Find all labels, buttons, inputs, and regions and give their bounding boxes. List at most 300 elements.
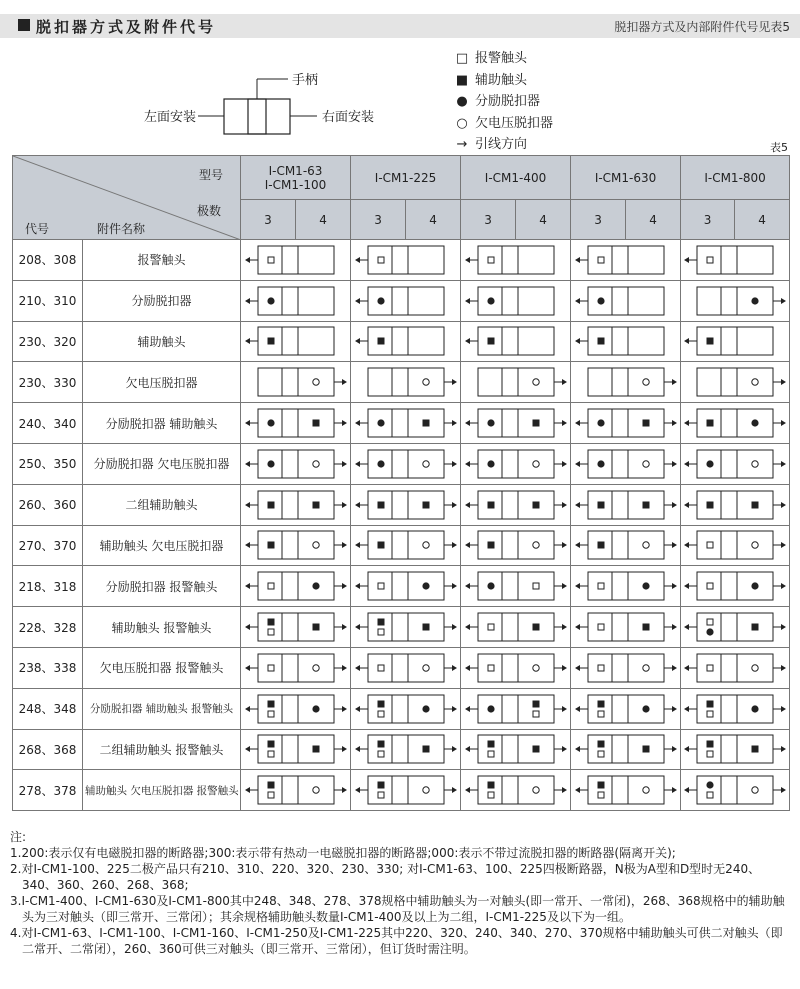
symbol-cell — [681, 280, 790, 321]
accessory-code: 228、328 — [13, 607, 83, 648]
shunt-release-icon — [487, 583, 494, 590]
accessory-symbol — [242, 610, 350, 644]
note-item: 4.对I-CM1-63、I-CM1-100、I-CM1-160、I-CM1-250及I-CM1-225其中220、320、240、340、270、370规格中辅助触头可供二对触头（即二常开、二常闭），260、360可供三对触头（即三常开、三常闭），但订货时需注明。 — [10, 926, 783, 956]
auxiliary-contact-icon — [267, 700, 274, 707]
alarm-contact-icon — [707, 711, 713, 717]
table-row — [13, 729, 790, 770]
accessory-code: 208、308 — [13, 240, 83, 281]
symbol-legend — [455, 48, 553, 156]
alarm-contact-icon — [598, 711, 604, 717]
symbol-cell — [681, 403, 790, 444]
alarm-contact-icon — [268, 583, 274, 589]
alarm-contact-icon — [268, 792, 274, 798]
symbol-cell — [461, 484, 571, 525]
open-square-icon: □ — [455, 51, 469, 66]
auxiliary-contact-icon — [532, 746, 539, 753]
symbol-cell — [241, 484, 351, 525]
auxiliary-contact-icon — [642, 746, 649, 753]
symbol-cell — [571, 403, 681, 444]
accessory-code: 268、368 — [13, 729, 83, 770]
symbol-cell — [571, 443, 681, 484]
legend-item — [455, 70, 553, 92]
auxiliary-contact-icon — [312, 420, 319, 427]
accessory-symbol — [681, 732, 789, 766]
accessory-symbol — [681, 447, 789, 481]
alarm-contact-icon — [488, 792, 494, 798]
auxiliary-contact-icon — [422, 624, 429, 631]
shunt-release-icon — [422, 583, 429, 590]
shunt-release-icon — [751, 705, 758, 712]
accessory-symbol — [352, 569, 460, 603]
symbol-cell — [241, 525, 351, 566]
symbol-cell — [351, 525, 461, 566]
shunt-release-icon — [597, 419, 604, 426]
accessory-code: 230、330 — [13, 362, 83, 403]
accessory-symbol — [462, 447, 570, 481]
undervoltage-release-icon — [752, 542, 758, 548]
accessory-name: 辅助触头 — [83, 321, 241, 362]
accessory-symbol — [242, 284, 350, 318]
accessory-symbol — [572, 692, 680, 726]
accessory-symbol — [352, 692, 460, 726]
undervoltage-release-icon — [642, 787, 648, 793]
breaker-handle — [248, 99, 266, 134]
alarm-contact-icon — [707, 751, 713, 757]
model-header: 型号 — [199, 168, 224, 182]
accessory-symbol — [242, 692, 350, 726]
pole-count-cell: 4 — [735, 200, 790, 240]
table-row — [13, 566, 790, 607]
undervoltage-release-icon — [312, 379, 318, 385]
legend-label: 辅助触头 — [475, 72, 528, 88]
accessory-code: 248、348 — [13, 688, 83, 729]
undervoltage-release-icon — [642, 461, 648, 467]
accessory-name: 分励脱扣器 辅助触头 报警触头 — [83, 688, 241, 729]
accessory-symbol — [572, 732, 680, 766]
symbol-cell — [351, 607, 461, 648]
accessory-code: 270、370 — [13, 525, 83, 566]
accessory-name: 辅助触头 欠电压脱扣器 — [83, 525, 241, 566]
accessory-symbol — [681, 692, 789, 726]
table-row — [13, 484, 790, 525]
accessory-symbol — [462, 284, 570, 318]
left-mount-label: 左面安装 — [143, 110, 196, 125]
legend-label: 报警触头 — [475, 51, 528, 66]
undervoltage-release-icon — [422, 379, 428, 385]
note-item: 1.200:表示仅有电磁脱扣器的断路器;300:表示带有热动一电磁脱扣器的断路器;000:表示不带过流脱扣器的断路器(隔离开关); — [10, 846, 676, 860]
auxiliary-contact-icon — [377, 700, 384, 707]
code-header: 代号 — [25, 222, 50, 236]
accessory-symbol — [681, 610, 789, 644]
accessory-symbol — [462, 732, 570, 766]
accessory-symbol — [352, 610, 460, 644]
legend-label: 分励脱扣器 — [475, 94, 541, 109]
accessory-symbol — [681, 365, 789, 399]
accessory-name: 分励脱扣器 辅助触头 — [83, 403, 241, 444]
auxiliary-contact-icon — [642, 624, 649, 631]
model-col-3: I-CM1-630 — [571, 156, 681, 200]
table-row — [13, 403, 790, 444]
poles-header: 极数 — [197, 204, 222, 218]
accessory-name: 二组辅助触头 — [83, 484, 241, 525]
accessory-symbol — [681, 773, 789, 807]
accessory-symbol — [462, 365, 570, 399]
symbol-cell — [351, 403, 461, 444]
table-row — [13, 321, 790, 362]
accessory-symbol — [242, 651, 350, 685]
accessory-name: 分励脱扣器 — [83, 280, 241, 321]
symbol-cell — [681, 321, 790, 362]
symbol-cell — [681, 525, 790, 566]
table-number: 表5 — [770, 141, 788, 154]
accessory-code: 230、320 — [13, 321, 83, 362]
symbol-cell — [571, 607, 681, 648]
auxiliary-contact-icon — [597, 700, 604, 707]
accessory-symbol — [352, 365, 460, 399]
accessory-symbol — [242, 447, 350, 481]
undervoltage-release-icon — [642, 379, 648, 385]
table-row — [13, 443, 790, 484]
symbol-cell — [241, 607, 351, 648]
auxiliary-contact-icon — [707, 501, 714, 508]
symbol-cell — [461, 403, 571, 444]
auxiliary-contact-icon — [377, 782, 384, 789]
accessory-name: 辅助触头 欠电压脱扣器 报警触头 — [83, 770, 241, 811]
symbol-cell — [681, 362, 790, 403]
alarm-contact-icon — [378, 711, 384, 717]
pole-count-cell: 3 — [351, 200, 406, 240]
symbol-cell — [461, 566, 571, 607]
alarm-contact-icon — [268, 629, 274, 635]
model-col-2: I-CM1-400 — [461, 156, 571, 200]
shunt-release-icon — [597, 297, 604, 304]
auxiliary-contact-icon — [312, 501, 319, 508]
symbol-cell — [571, 647, 681, 688]
symbol-cell — [241, 729, 351, 770]
accessory-symbol — [462, 528, 570, 562]
shunt-release-icon — [706, 628, 713, 635]
auxiliary-contact-icon — [267, 619, 274, 626]
accessory-symbol — [681, 284, 789, 318]
accessory-symbol — [572, 569, 680, 603]
auxiliary-contact-icon — [377, 741, 384, 748]
symbol-cell — [461, 729, 571, 770]
accessory-code: 210、310 — [13, 280, 83, 321]
symbol-cell — [351, 280, 461, 321]
accessory-symbol — [572, 324, 680, 358]
shunt-release-icon — [267, 297, 274, 304]
shunt-release-icon — [642, 705, 649, 712]
accessory-symbol — [242, 488, 350, 522]
symbol-cell — [571, 484, 681, 525]
symbol-cell — [461, 443, 571, 484]
symbol-cell — [241, 240, 351, 281]
legend-item — [455, 134, 553, 156]
accessory-symbol — [572, 447, 680, 481]
alarm-contact-icon — [268, 257, 274, 263]
pole-count-cell: 4 — [626, 200, 681, 240]
alarm-contact-icon — [268, 751, 274, 757]
alarm-contact-icon — [378, 583, 384, 589]
shunt-release-icon — [267, 419, 274, 426]
undervoltage-release-icon — [532, 379, 538, 385]
undervoltage-release-icon — [422, 542, 428, 548]
pole-count-cell: 3 — [461, 200, 516, 240]
accessory-name: 欠电压脱扣器 — [83, 362, 241, 403]
shunt-release-icon — [706, 460, 713, 467]
accessory-symbol — [242, 732, 350, 766]
shunt-release-icon — [487, 419, 494, 426]
accessory-symbol — [572, 651, 680, 685]
auxiliary-contact-icon — [752, 501, 759, 508]
alarm-contact-icon — [707, 665, 713, 671]
model-col-1: I-CM1-225 — [351, 156, 461, 200]
alarm-contact-icon — [378, 629, 384, 635]
pole-count-cell: 4 — [296, 200, 351, 240]
symbol-cell — [681, 770, 790, 811]
accessory-code-table — [12, 155, 790, 811]
accessory-symbol — [681, 528, 789, 562]
auxiliary-contact-icon — [707, 338, 714, 345]
symbol-cell — [571, 280, 681, 321]
accessory-code: 250、350 — [13, 443, 83, 484]
shunt-release-icon — [377, 297, 384, 304]
notes-section — [10, 829, 790, 957]
auxiliary-contact-icon — [422, 746, 429, 753]
auxiliary-contact-icon — [487, 338, 494, 345]
filled-circle-icon: ● — [456, 94, 468, 109]
auxiliary-contact-icon — [532, 501, 539, 508]
auxiliary-contact-icon — [597, 782, 604, 789]
symbol-cell — [351, 321, 461, 362]
symbol-cell — [461, 770, 571, 811]
legend-label: 欠电压脱扣器 — [475, 115, 554, 131]
symbol-cell — [351, 443, 461, 484]
symbol-cell — [241, 770, 351, 811]
header-note: 脱扣器方式及内部附件代号见表5 — [614, 20, 790, 34]
symbol-cell — [681, 443, 790, 484]
auxiliary-contact-icon — [377, 619, 384, 626]
symbol-cell — [571, 321, 681, 362]
filled-square-icon: ■ — [455, 72, 469, 88]
accessory-symbol — [462, 243, 570, 277]
shunt-release-icon — [751, 583, 758, 590]
pole-count-cell: 3 — [681, 200, 735, 240]
auxiliary-contact-icon — [487, 782, 494, 789]
symbol-cell — [241, 280, 351, 321]
accessory-symbol — [352, 284, 460, 318]
shunt-release-icon — [706, 782, 713, 789]
auxiliary-contact-icon — [267, 501, 274, 508]
alarm-contact-icon — [488, 624, 494, 630]
auxiliary-contact-icon — [267, 338, 274, 345]
alarm-contact-icon — [598, 665, 604, 671]
table-row — [13, 607, 790, 648]
alarm-contact-icon — [598, 257, 604, 263]
symbol-cell — [241, 403, 351, 444]
accessory-symbol — [572, 488, 680, 522]
undervoltage-release-icon — [642, 542, 648, 548]
table-row — [13, 280, 790, 321]
pole-count-cell: 4 — [516, 200, 571, 240]
auxiliary-contact-icon — [487, 741, 494, 748]
symbol-cell — [351, 566, 461, 607]
undervoltage-release-icon — [312, 787, 318, 793]
model-col-0: I-CM1-63 I-CM1-100 — [241, 156, 351, 200]
accessory-symbol — [572, 610, 680, 644]
accessory-symbol — [681, 243, 789, 277]
auxiliary-contact-icon — [597, 741, 604, 748]
table-corner-header — [13, 156, 241, 240]
auxiliary-contact-icon — [377, 501, 384, 508]
right-mount-label: 右面安装 — [322, 110, 375, 125]
auxiliary-contact-icon — [532, 700, 539, 707]
alarm-contact-icon — [598, 792, 604, 798]
mounting-diagram — [0, 50, 800, 165]
accessory-symbol — [352, 528, 460, 562]
auxiliary-contact-icon — [487, 501, 494, 508]
accessory-symbol — [681, 569, 789, 603]
alarm-contact-icon — [598, 624, 604, 630]
auxiliary-contact-icon — [422, 501, 429, 508]
accessory-symbol — [352, 324, 460, 358]
auxiliary-contact-icon — [707, 420, 714, 427]
auxiliary-contact-icon — [642, 501, 649, 508]
accessory-symbol — [242, 773, 350, 807]
breaker-outline — [224, 99, 290, 134]
shunt-release-icon — [267, 460, 274, 467]
undervoltage-release-icon — [532, 665, 538, 671]
shunt-release-icon — [377, 460, 384, 467]
symbol-cell — [571, 525, 681, 566]
accessory-symbol — [352, 406, 460, 440]
pole-count-cell: 3 — [241, 200, 296, 240]
alarm-contact-icon — [268, 665, 274, 671]
alarm-contact-icon — [598, 583, 604, 589]
symbol-cell — [681, 240, 790, 281]
symbol-cell — [241, 443, 351, 484]
shunt-release-icon — [487, 297, 494, 304]
symbol-cell — [681, 484, 790, 525]
symbol-cell — [461, 607, 571, 648]
accessory-symbol — [352, 488, 460, 522]
name-header: 附件名称 — [97, 222, 146, 236]
section-title: 脱扣器方式及附件代号 — [36, 18, 217, 36]
symbol-cell — [571, 688, 681, 729]
accessory-symbol — [462, 651, 570, 685]
alarm-contact-icon — [707, 257, 713, 263]
accessory-symbol — [681, 651, 789, 685]
auxiliary-contact-icon — [422, 420, 429, 427]
table-row — [13, 525, 790, 566]
undervoltage-release-icon — [312, 542, 318, 548]
symbol-cell — [461, 688, 571, 729]
auxiliary-contact-icon — [312, 624, 319, 631]
alarm-contact-icon — [598, 751, 604, 757]
shunt-release-icon — [422, 705, 429, 712]
accessory-symbol — [572, 773, 680, 807]
auxiliary-contact-icon — [377, 542, 384, 549]
open-circle-icon: ○ — [456, 115, 468, 131]
alarm-contact-icon — [378, 751, 384, 757]
undervoltage-release-icon — [752, 379, 758, 385]
accessory-symbol — [242, 528, 350, 562]
accessory-symbol — [572, 528, 680, 562]
accessory-name: 辅助触头 报警触头 — [83, 607, 241, 648]
symbol-cell — [241, 362, 351, 403]
accessory-symbol — [462, 324, 570, 358]
symbol-cell — [681, 729, 790, 770]
legend-item — [455, 91, 553, 113]
accessory-symbol — [462, 692, 570, 726]
table-row — [13, 647, 790, 688]
auxiliary-contact-icon — [642, 420, 649, 427]
auxiliary-contact-icon — [267, 741, 274, 748]
pole-count-cell: 3 — [571, 200, 626, 240]
auxiliary-contact-icon — [312, 746, 319, 753]
symbol-cell — [681, 566, 790, 607]
accessory-symbol — [681, 406, 789, 440]
accessory-symbol — [352, 651, 460, 685]
shunt-release-icon — [487, 705, 494, 712]
undervoltage-release-icon — [532, 542, 538, 548]
notes-heading: 注: — [10, 830, 27, 844]
alarm-contact-icon — [707, 542, 713, 548]
alarm-contact-icon — [533, 583, 539, 589]
accessory-symbol — [352, 773, 460, 807]
undervoltage-release-icon — [312, 461, 318, 467]
symbol-cell — [571, 729, 681, 770]
table-row — [13, 240, 790, 281]
symbol-cell — [571, 362, 681, 403]
accessory-symbol — [462, 773, 570, 807]
accessory-symbol — [242, 406, 350, 440]
auxiliary-contact-icon — [377, 338, 384, 345]
undervoltage-release-icon — [422, 665, 428, 671]
accessory-symbol — [462, 610, 570, 644]
symbol-cell — [571, 566, 681, 607]
alarm-contact-icon — [378, 665, 384, 671]
accessory-code: 240、340 — [13, 403, 83, 444]
accessory-name: 报警触头 — [83, 240, 241, 281]
alarm-contact-icon — [378, 257, 384, 263]
symbol-cell — [681, 647, 790, 688]
accessory-symbol — [572, 284, 680, 318]
accessory-symbol — [462, 488, 570, 522]
shunt-release-icon — [377, 419, 384, 426]
table-row — [13, 362, 790, 403]
accessory-code: 218、318 — [13, 566, 83, 607]
symbol-cell — [461, 321, 571, 362]
pole-count-cell: 4 — [406, 200, 461, 240]
accessory-name: 欠电压脱扣器 报警触头 — [83, 647, 241, 688]
symbol-cell — [351, 729, 461, 770]
auxiliary-contact-icon — [707, 700, 714, 707]
accessory-symbol — [681, 324, 789, 358]
shunt-release-icon — [751, 419, 758, 426]
undervoltage-release-icon — [642, 665, 648, 671]
undervoltage-release-icon — [422, 461, 428, 467]
accessory-code: 260、360 — [13, 484, 83, 525]
auxiliary-contact-icon — [707, 741, 714, 748]
symbol-cell — [351, 362, 461, 403]
alarm-contact-icon — [488, 665, 494, 671]
accessory-symbol — [572, 365, 680, 399]
auxiliary-contact-icon — [752, 624, 759, 631]
alarm-contact-icon — [268, 711, 274, 717]
auxiliary-contact-icon — [597, 501, 604, 508]
accessory-code: 238、338 — [13, 647, 83, 688]
